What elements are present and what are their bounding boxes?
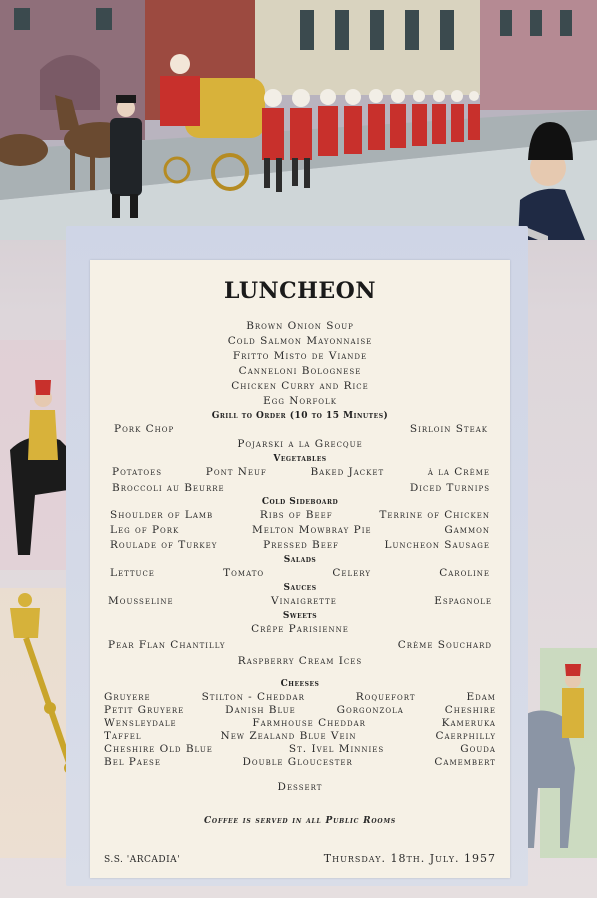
menu-item: Terrine of Chicken	[379, 509, 490, 521]
menu-row-vegetables	[112, 482, 490, 494]
menu-item: Broccoli au Beurre	[112, 482, 225, 494]
menu-row-cheeses	[104, 717, 496, 729]
menu-row-cheeses	[104, 743, 496, 755]
menu-row-salads	[110, 567, 490, 579]
menu-item: Kameruka	[441, 717, 496, 729]
menu-item: Taffel	[104, 730, 142, 742]
menu-item: Canneloni Bolognese	[238, 365, 362, 377]
section-heading-salads: Salads	[283, 555, 317, 565]
section-heading-cheeses: Cheeses	[280, 679, 320, 689]
menu-item: Diced Turnips	[409, 482, 490, 494]
menu-item: Pressed Beef	[263, 539, 339, 551]
menu-item: Double Gloucester	[242, 756, 353, 768]
menu-item: Cheshire	[444, 704, 496, 716]
menu-item: Leg of Pork	[110, 524, 180, 536]
menu-row-vegetables	[112, 466, 490, 478]
menu-item: Gammon	[444, 524, 490, 536]
menu-item: Roulade of Turkey	[110, 539, 218, 551]
menu-item: Camembert	[434, 756, 496, 768]
menu-item: Crème Souchard	[397, 639, 492, 651]
section-heading-grill: Grill to Order (10 to 15 Minutes)	[211, 411, 389, 421]
section-heading-sweets: Sweets	[282, 611, 318, 621]
menu-item: Celery	[332, 567, 371, 579]
menu-date: Thursday. 18th. July. 1957	[323, 852, 496, 865]
menu-item: Bel Paese	[104, 756, 161, 768]
menu-item: New Zealand Blue Vein	[220, 730, 357, 742]
menu-item: Brown Onion Soup	[246, 320, 354, 332]
menu-row-grill	[114, 423, 488, 435]
menu-item: Fritto Misto de Viande	[232, 350, 368, 362]
menu-item: Sirloin Steak	[409, 423, 488, 435]
menu-item: Espagnole	[434, 595, 492, 607]
menu-title: LUNCHEON	[224, 278, 376, 304]
menu-footer	[104, 852, 496, 865]
menu-item: Ribs of Beef	[259, 509, 333, 521]
menu-item: Danish Blue	[225, 704, 296, 716]
menu-item: à la Crème	[427, 466, 490, 478]
menu-item: Farmhouse Cheddar	[252, 717, 366, 729]
menu-item: St. Ivel Minnies	[288, 743, 385, 755]
menu-row-sauces	[108, 595, 492, 607]
menu-item: Lettuce	[110, 567, 155, 579]
menu-item: Gruyere	[104, 691, 151, 703]
menu-item: Egg Norfolk	[263, 395, 337, 407]
menu-item: Edam	[466, 691, 496, 703]
menu-row-cheeses	[104, 756, 496, 768]
menu-item: Cold Salmon Mayonnaise	[227, 335, 373, 347]
menu-item: Roquefort	[355, 691, 416, 703]
menu-item: Gouda	[460, 743, 496, 755]
menu-card	[90, 260, 510, 878]
menu-item: Raspberry Cream Ices	[237, 655, 363, 667]
procession-illustration	[0, 0, 597, 240]
menu-item: Wensleydale	[104, 717, 177, 729]
menu-item: Melton Mowbray Pie	[252, 524, 372, 536]
menu-item: Stilton - Cheddar	[201, 691, 305, 703]
ship-name: S.S. 'ARCADIA'	[104, 855, 181, 865]
menu-item: Caroline	[439, 567, 490, 579]
menu-item: Mousseline	[108, 595, 174, 607]
menu-item: Luncheon Sausage	[384, 539, 490, 551]
menu-row-cheeses	[104, 704, 496, 716]
menu-item: Vinaigrette	[270, 595, 337, 607]
menu-item: Pear Flan Chantilly	[108, 639, 226, 651]
menu-item: Pojarski a la Grecque	[237, 438, 363, 450]
menu-item: Caerphilly	[435, 730, 496, 742]
menu-item: Shoulder of Lamb	[110, 509, 214, 521]
menu-item: Baked Jacket	[310, 466, 385, 478]
menu-item: Cheshire Old Blue	[104, 743, 213, 755]
menu-item: Petit Gruyere	[104, 704, 185, 716]
menu-item: Pont Neuf	[205, 466, 267, 478]
menu-item: Crêpe Parisienne	[251, 623, 349, 635]
section-heading-cold-sideboard: Cold Sideboard	[261, 497, 339, 507]
menu-item: Gorgonzola	[336, 704, 404, 716]
menu-item: Chicken Curry and Rice	[231, 380, 369, 392]
section-heading-sauces: Sauces	[283, 583, 317, 593]
menu-item: Potatoes	[112, 466, 163, 478]
menu-row-sweets	[108, 639, 492, 651]
menu-row-cheeses	[104, 691, 496, 703]
menu-item-dessert: Dessert	[277, 781, 323, 793]
menu-row-sideboard	[110, 539, 490, 551]
coffee-note: Coffee is served in all Public Rooms	[203, 816, 397, 826]
menu-row-cheeses	[104, 730, 496, 742]
cavalry-officer-illustration	[520, 648, 597, 858]
menu-row-sideboard	[110, 509, 490, 521]
menu-item: Tomato	[223, 567, 265, 579]
section-heading-vegetables: Vegetables	[273, 454, 327, 464]
menu-row-sideboard	[110, 524, 490, 536]
menu-item: Pork Chop	[114, 423, 175, 435]
